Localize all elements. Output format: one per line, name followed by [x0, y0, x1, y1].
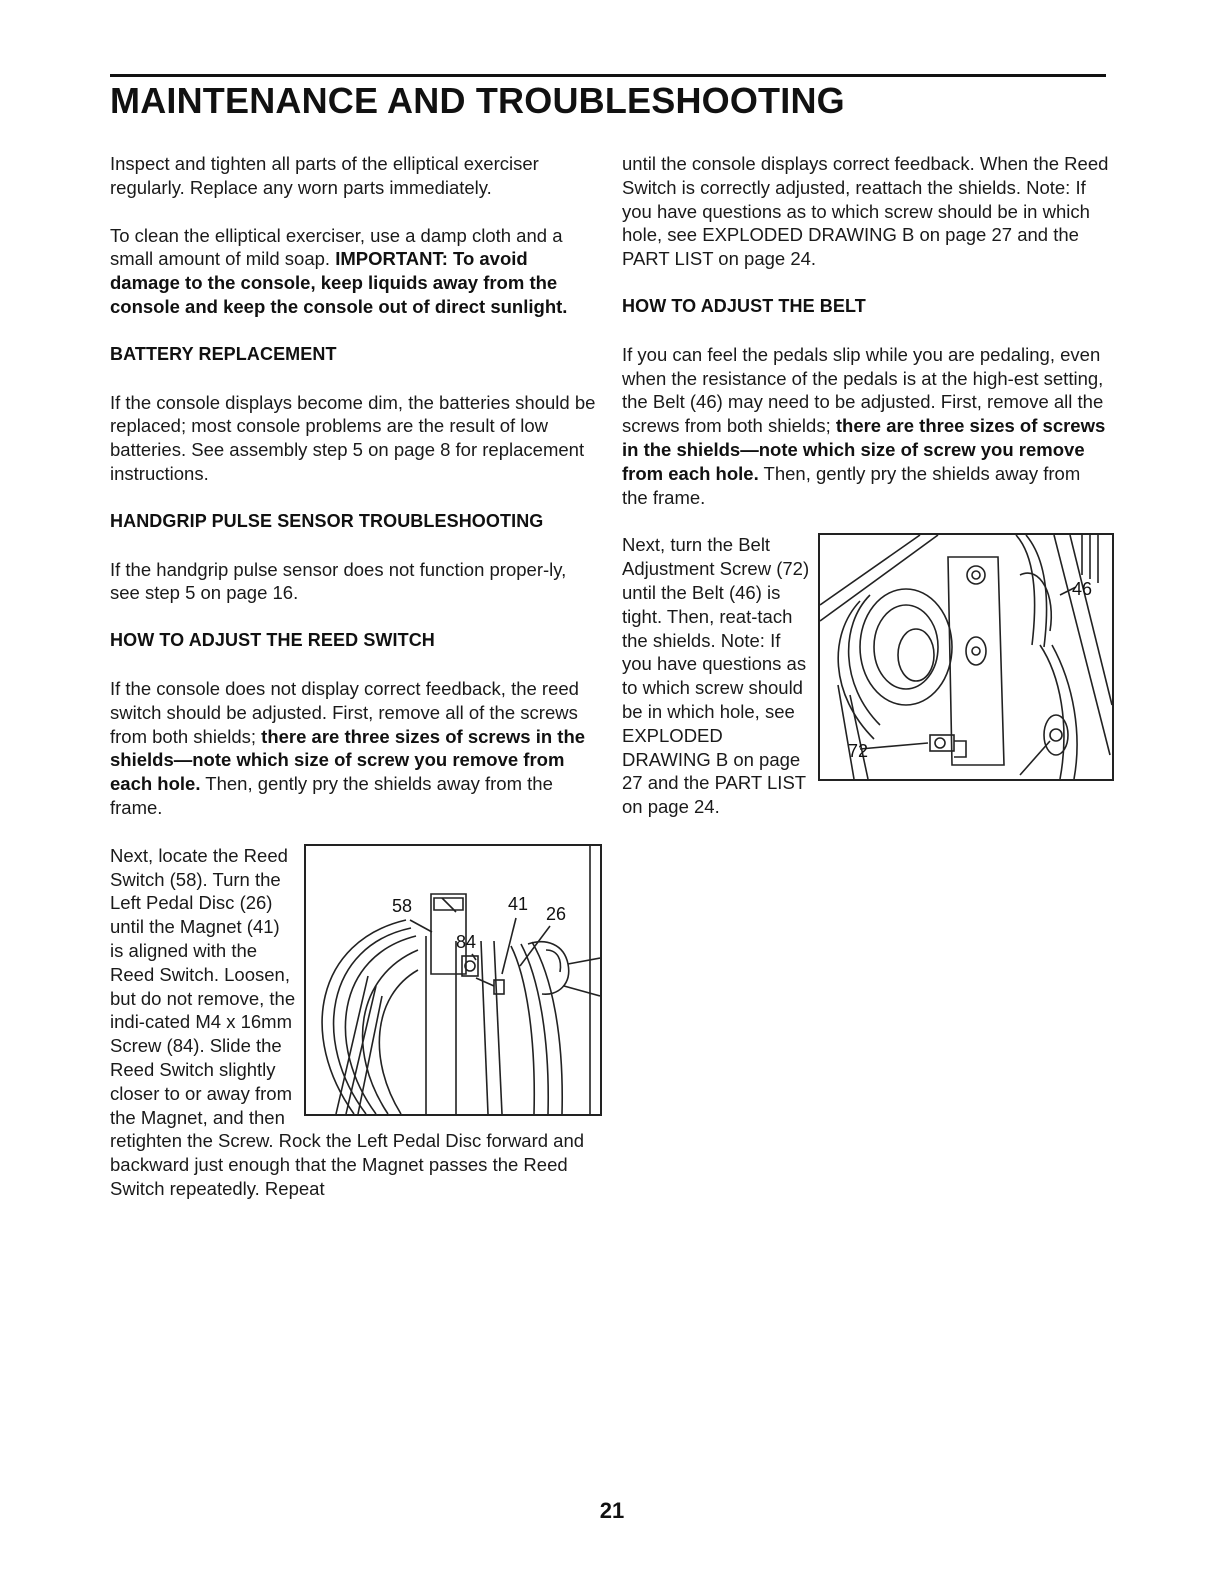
- reed-screw-warning: there are three sizes of screws in the shields—note which size of screw you remove from each hole.: [110, 725, 586, 795]
- belt-steps: Next, turn the Belt Adjustment Screw (72) until the Belt (46) is tight. Then, reat-tach the shields. Note: If you have questions as to which screw should be in which hole, see EXPLODED DRAWING B on page 27 and the PART LIST on page 24.: [622, 534, 810, 818]
- belt-screw-warning: there are three sizes of screws in the shields—note which size of screw you remove from each hole.: [622, 415, 1106, 484]
- belt-heading: HOW TO ADJUST THE BELT: [622, 295, 866, 316]
- reed-switch-instructions: [110, 844, 598, 1201]
- reed-text-1: If the console does not display correct feedback, the reed switch should be adjusted. First, remove all of the screws from both shields;: [110, 677, 579, 747]
- label-84: 84: [456, 931, 477, 952]
- reed-switch-paragraph: [110, 677, 598, 820]
- cleaning-warning: IMPORTANT: To avoid damage to the console, keep liquids away from the console and keep the console out of direct sunlight.: [110, 248, 568, 317]
- reed-switch-steps: Next, locate the Reed Switch (58). Turn the Left Pedal Disc (26) until the Magnet (41) is aligned with the Reed Switch. Loosen, but do not remove, the indi-cated M4 x 16mm Screw (84). Slide the Reed Switch slightly closer to or away from the Magnet, and then retighten the Screw. Rock the Left Pedal Disc forward and backward just enough that the Magnet passes the Reed Switch repeatedly. Repeat: [110, 844, 585, 1199]
- left-column: [110, 152, 598, 1201]
- belt-text-1: If you can feel the pedals slip while you are pedaling, even when the resistance of the pedals is at the high-est setting, the Belt (46) may need to be adjusted. First, remove all the screws from both shields;: [622, 343, 1104, 437]
- belt-text-2: Then, gently pry the shields away from the frame.: [622, 462, 1081, 508]
- right-column: [622, 152, 1110, 819]
- page-title: MAINTENANCE AND TROUBLESHOOTING: [110, 80, 845, 121]
- battery-heading: BATTERY REPLACEMENT: [110, 343, 337, 364]
- handgrip-heading: HANDGRIP PULSE SENSOR TROUBLESHOOTING: [110, 510, 544, 531]
- handgrip-paragraph: If the handgrip pulse sensor does not function proper-ly, see step 5 on page 16.: [110, 558, 567, 604]
- label-58: 58: [392, 895, 413, 916]
- belt-instructions: [622, 533, 1110, 819]
- reed-switch-figure: [304, 844, 602, 1116]
- battery-paragraph: If the console displays become dim, the batteries should be replaced; most console problems are the result of low batteries. See assembly step 5 on page 8 for replacement instructions.: [110, 391, 596, 484]
- belt-paragraph: [622, 343, 1110, 510]
- reed-continue-paragraph: until the console displays correct feedback. When the Reed Switch is correctly adjusted, reattach the shields. Note: If you have questions as to which screw should be in which hole, see EXPLODED DRAWING B on page 27 and the PART LIST on page 24.: [622, 153, 1109, 270]
- intro-paragraph: Inspect and tighten all parts of the elliptical exerciser regularly. Replace any worn parts immediately.: [110, 153, 539, 198]
- title-rule: [110, 74, 1106, 77]
- label-46: 46: [1072, 579, 1093, 600]
- reed-switch-heading: HOW TO ADJUST THE REED SWITCH: [110, 630, 435, 651]
- cleaning-paragraph: [110, 224, 598, 319]
- label-26: 26: [546, 903, 567, 924]
- page-number: 21: [599, 1498, 625, 1523]
- reed-switch-drawing: [306, 846, 600, 1114]
- reed-text-2: Then, gently pry the shields away from the frame.: [110, 773, 553, 818]
- label-41: 41: [508, 893, 529, 914]
- belt-adjust-figure: [818, 533, 1114, 781]
- cleaning-text: To clean the elliptical exerciser, use a damp cloth and a small amount of mild soap.: [110, 224, 563, 270]
- label-72: 72: [848, 741, 869, 762]
